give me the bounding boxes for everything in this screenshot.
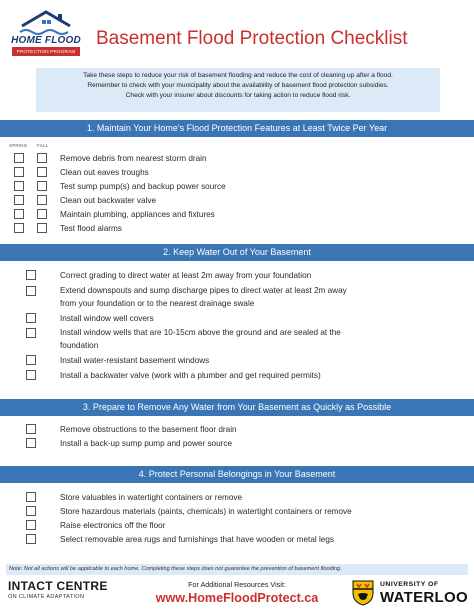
- checklist-item: Clean out eaves troughs: [60, 168, 149, 177]
- checklist-item: Install a back-up sump pump and power source: [60, 439, 233, 448]
- checkbox[interactable]: [26, 534, 36, 544]
- checklist-item-continued: from your foundation or to the nearest drainage swale: [60, 299, 255, 308]
- checklist-item: Store valuables in watertight containers or remove: [60, 493, 243, 502]
- section-4-header: 4. Protect Personal Belongings in Your Basement: [0, 466, 474, 483]
- checkbox-spring[interactable]: [14, 223, 24, 233]
- checkbox-fall[interactable]: [37, 153, 47, 163]
- checklist-item: Clean out backwater valve: [60, 196, 157, 205]
- logo-title: HOME FLOOD: [11, 35, 81, 46]
- university-of-waterloo-logo: [352, 580, 470, 608]
- checklist-item: Install window wells that are 10-15cm above the ground and are sealed at the: [60, 328, 341, 337]
- resources-link[interactable]: www.HomeFloodProtect.ca: [155, 591, 319, 605]
- column-label-fall: FALL: [37, 143, 49, 148]
- checkbox[interactable]: [26, 355, 36, 365]
- checkbox-fall[interactable]: [37, 223, 47, 233]
- intact-centre-title: INTACT CENTRE: [8, 579, 108, 593]
- checkbox-fall[interactable]: [37, 181, 47, 191]
- intro-box: [36, 68, 440, 112]
- home-flood-logo: [8, 10, 84, 56]
- checkbox[interactable]: [26, 313, 36, 323]
- section-2-header: 2. Keep Water Out of Your Basement: [0, 244, 474, 261]
- checkbox-spring[interactable]: [14, 195, 24, 205]
- checklist-item: Raise electronics off the floor: [60, 521, 166, 530]
- section-3-header: 3. Prepare to Remove Any Water from Your Basement as Quickly as Possible: [0, 399, 474, 416]
- disclaimer-note: Note: Not all actions will be applicable to each home. Completing these steps does not guarantee the prevention of basement flooding.: [6, 564, 468, 575]
- checkbox[interactable]: [26, 286, 36, 296]
- waterloo-label: WATERLOO: [380, 589, 468, 606]
- checkbox-spring[interactable]: [14, 181, 24, 191]
- checklist-item: Store hazardous materials (paints, chemicals) in watertight containers or remove: [60, 507, 352, 516]
- checklist-item: Test sump pump(s) and backup power source: [60, 182, 226, 191]
- checklist-item: Test flood alarms: [60, 224, 122, 233]
- checkbox-fall[interactable]: [37, 209, 47, 219]
- university-label: UNIVERSITY OF: [380, 581, 439, 588]
- house-wave-icon: [18, 10, 74, 36]
- logo-subtitle: PROTECTION PROGRAM: [12, 47, 80, 56]
- checkbox[interactable]: [26, 492, 36, 502]
- checkbox-spring[interactable]: [14, 209, 24, 219]
- resources-label: For Additional Resources Visit:: [188, 580, 286, 589]
- shield-icon: [352, 580, 374, 606]
- checklist-item: Remove obstructions to the basement floor drain: [60, 425, 237, 434]
- checkbox-spring[interactable]: [14, 153, 24, 163]
- checkbox[interactable]: [26, 270, 36, 280]
- page-title: Basement Flood Protection Checklist: [96, 28, 408, 49]
- checkbox-fall[interactable]: [37, 195, 47, 205]
- column-label-spring: SPRING: [9, 143, 28, 148]
- checkbox[interactable]: [26, 438, 36, 448]
- intro-line: Remember to check with your municipality about the availability of basement flood protection subsidies.: [87, 82, 389, 89]
- checklist-item: Select removable area rugs and furnishings that have wooden or metal legs: [60, 535, 334, 544]
- checklist-item: Install window well covers: [60, 314, 154, 323]
- checkbox[interactable]: [26, 506, 36, 516]
- checklist-item: Remove debris from nearest storm drain: [60, 154, 207, 163]
- checkbox[interactable]: [26, 424, 36, 434]
- section-1-header: 1. Maintain Your Home's Flood Protection Features at Least Twice Per Year: [0, 120, 474, 137]
- checklist-item-continued: foundation: [60, 341, 99, 350]
- checklist-item: Install water-resistant basement windows: [60, 356, 210, 365]
- checklist-item: Extend downspouts and sump discharge pipes to direct water at least 2m away: [60, 286, 347, 295]
- checklist-item: Correct grading to direct water at least 2m away from your foundation: [60, 271, 312, 280]
- resources-block: [132, 580, 342, 605]
- checkbox-fall[interactable]: [37, 167, 47, 177]
- checkbox[interactable]: [26, 370, 36, 380]
- checkbox[interactable]: [26, 328, 36, 338]
- intact-centre-logo: [8, 579, 108, 600]
- checkbox[interactable]: [26, 520, 36, 530]
- intro-line: Take these steps to reduce your risk of basement flooding and reduce the cost of cleaning up after a flood.: [83, 72, 393, 79]
- checklist-item: Install a backwater valve (work with a plumber and get required permits): [60, 371, 321, 380]
- intact-centre-subtitle: ON CLIMATE ADAPTATION: [8, 594, 85, 600]
- intro-line: Check with your insurer about discounts for taking action to reduce flood risk.: [125, 92, 351, 99]
- checklist-item: Maintain plumbing, appliances and fixtures: [60, 210, 215, 219]
- header: [0, 0, 474, 62]
- checkbox-spring[interactable]: [14, 167, 24, 177]
